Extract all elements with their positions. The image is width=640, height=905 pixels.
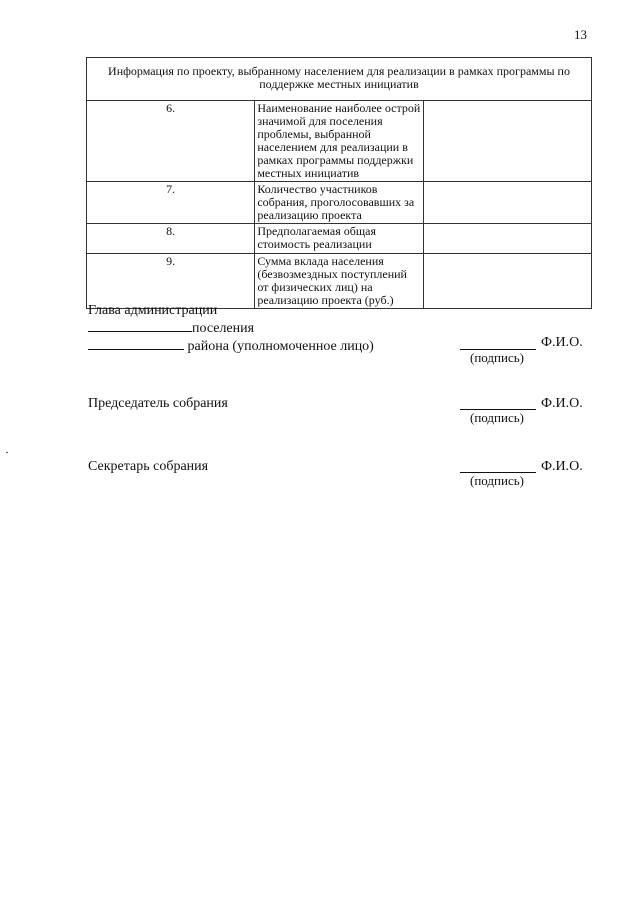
row-number: 7. xyxy=(87,182,255,224)
table-row xyxy=(87,182,592,224)
chairman-signature-block xyxy=(88,396,588,436)
district-suffix: района (уполномоченное лицо) xyxy=(187,339,374,354)
secretary-signature-caption: (подпись) xyxy=(470,473,524,488)
row-value[interactable] xyxy=(423,182,591,224)
row-number: 8. xyxy=(87,224,255,254)
chairman-fio: Ф.И.О. xyxy=(541,396,583,411)
head-title: Глава администрации xyxy=(88,303,218,318)
secretary-title: Секретарь собрания xyxy=(88,459,209,474)
page-number: 13 xyxy=(574,27,587,42)
district-blank-line[interactable] xyxy=(88,337,184,350)
secretary-fio: Ф.И.О. xyxy=(541,459,583,474)
head-signature-caption: (подпись) xyxy=(470,350,524,365)
row-number: 6. xyxy=(87,101,255,182)
head-fio: Ф.И.О. xyxy=(541,335,583,350)
table-row xyxy=(87,101,592,182)
chairman-signature-line[interactable] xyxy=(460,396,536,410)
table-row xyxy=(87,224,592,254)
secretary-signature-line[interactable] xyxy=(460,459,536,473)
settlement-suffix: поселения xyxy=(192,321,255,336)
row-value[interactable] xyxy=(423,254,591,309)
project-info-table xyxy=(86,57,592,309)
chairman-title: Председатель собрания xyxy=(88,396,228,411)
table-header-row xyxy=(87,58,592,101)
settlement-blank-line[interactable] xyxy=(88,319,192,332)
row-label: Наименование наиболее острой значимой для поселения проблемы, выбранной населением для реализации в рамках программы поддержки местных инициатив xyxy=(255,101,423,182)
head-signature-block xyxy=(88,303,588,383)
table-row xyxy=(87,254,592,309)
row-label: Количество участников собрания, проголосовавших за реализацию проекта xyxy=(255,182,423,224)
secretary-signature-block xyxy=(88,459,588,499)
table-header: Информация по проекту, выбранному населением для реализации в рамках программы по поддержке местных инициатив xyxy=(87,58,592,101)
row-label: Предполагаемая общая стоимость реализации xyxy=(255,224,423,254)
row-value[interactable] xyxy=(423,224,591,254)
row-label: Сумма вклада населения (безвозмездных поступлений от физических лиц) на реализацию проекта (руб.) xyxy=(255,254,423,309)
row-number: 9. xyxy=(87,254,255,309)
row-value[interactable] xyxy=(423,101,591,182)
chairman-signature-caption: (подпись) xyxy=(470,410,524,425)
scan-artifact-dot xyxy=(6,452,8,453)
